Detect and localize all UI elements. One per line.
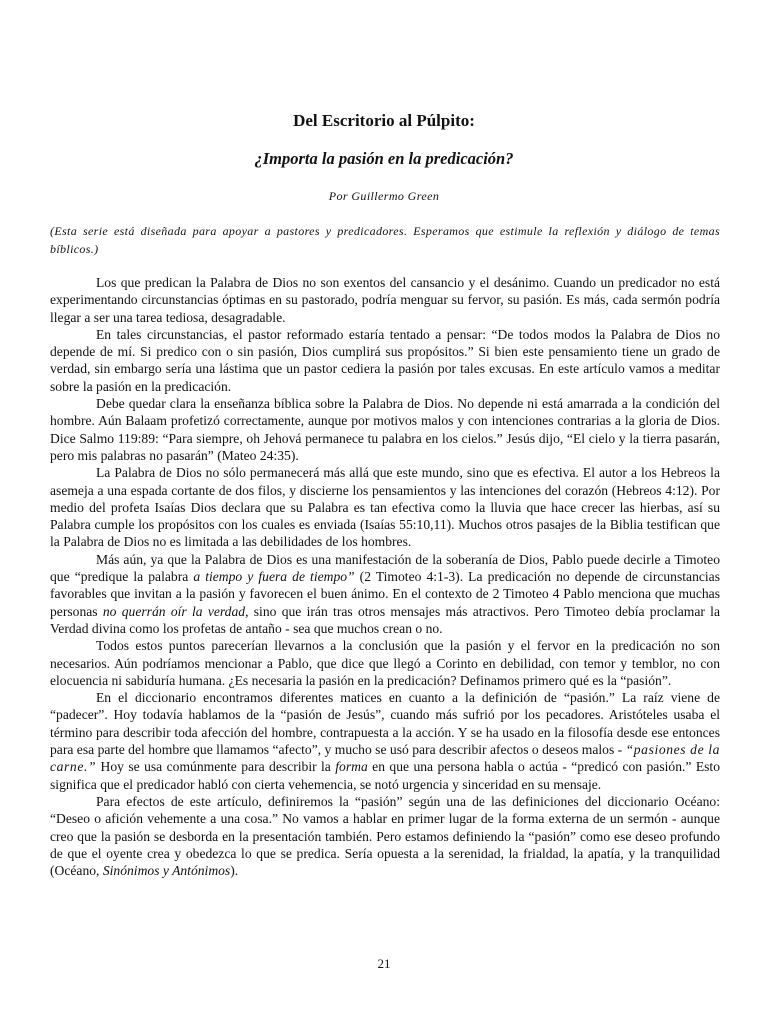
series-note: (Esta serie está diseñada para apoyar a pastores y predicadores. Esperamos que estimule la reflexión y diálogo de temas bíblicos.) xyxy=(50,224,720,256)
paragraph-text: En el diccionario encontramos diferentes matices en cuanto a la definición de “pasión.” La raíz viene de “padecer”. Hoy todavía hablamos de la “pasión de Jesús”, cuando más sufrió por los pecadores. Aristóteles usaba el término para describir toda afección del hombre, contrapuesta a la acción. Y se ha usado en la filosofía desde ese entonces para esa parte del hombre que llamamos “afecto”, y mucho se usó para describir afectos o deseos malos - xyxy=(50,690,720,758)
article-paragraph xyxy=(50,689,720,793)
paragraph-text: Los que predican la Palabra de Dios no son exentos del cansancio y el desánimo. Cuando un predicador no está experimentando circunstancias óptimas en su pastorado, podría menguar su fervor, su pasión. Es más, cada sermón podría llegar a ser una tarea tediosa, desagradable. xyxy=(50,275,720,325)
paragraph-text: , sino que irán tras otros mensajes más atractivos. Pero Timoteo debía proclamar la Verdad divina como los profetas de antaño - sea que muchos crean o no. xyxy=(50,603,720,636)
page-subtitle: ¿Importa la pasión en la predicación? xyxy=(254,149,514,168)
article-paragraph xyxy=(50,637,720,689)
article-body xyxy=(50,274,720,879)
paragraph-text: ). xyxy=(230,863,239,879)
article-paragraph xyxy=(50,464,720,550)
paragraph-text: Todos estos puntos parecerían llevarnos a la conclusión que la pasión y el fervor en la predicación no son necesarios. Aún podríamos mencionar a Pablo, que dice que llegó a Corinto en debilidad, con temor y temblor, no con elocuencia ni sabiduría humana. ¿Es necesaria la pasión en la predicación? Definamos primero qué es la “pasión”. xyxy=(50,638,720,688)
paragraph-text: Debe quedar clara la enseñanza bíblica sobre la Palabra de Dios. No depende ni está amarrada a la condición del hombre. Aún Balaam profetizó correctamente, aunque por motivos malos y con intenciones contrarias a la gloria de Dios. Dice Salmo 119:89: “Para siempre, oh Jehová permanece tu palabra en los cielos.” Jesús dijo, “El cielo y la tierra pasarán, pero mis palabras no pasarán” (Mateo 24:35). xyxy=(50,396,720,463)
article-paragraph xyxy=(50,274,720,326)
paragraph-text: en que una persona habla o actúa - “predicó con pasión.” Esto significa que el predicador habló con cierta vehemencia, se notó urgencia y sinceridad en su mensaje. xyxy=(50,759,721,792)
paragraph-text: La Palabra de Dios no sólo permanecerá más allá que este mundo, sino que es efectiva. El autor a los Hebreos la asemeja a una espada cortante de dos filos, y discierne los pensamientos y las intenciones del corazón (Hebreos 4:12). Por medio del profeta Isaías Dios declara que su Palabra es tan efectiva como la lluvia que hace crecer las hierbas, así su Palabra cumple los propósitos con los cuales es enviada (Isaías 55:10,11). Muchos otros pasajes de la Biblia testifican que la Palabra de Dios no es limitada a las debilidades de los hombres. xyxy=(50,465,720,550)
emphasized-text: no querrán oír la verdad xyxy=(102,603,246,619)
paragraph-text: Para efectos de este artículo, definiremos la “pasión” según una de las definiciones del diccionario Océano: “Deseo o afición vehemente a una cosa.” No vamos a hablar en primer lugar de la forma externa de un sermón - aunque creo que la pasión se desborda en la presentación también. Pero estamos definiendo la “pasión” como ese deseo profundo de que el oyente crea y obedezca lo que se predica. Sería opuesta a la serenidad, la frialdad, la apatía, y la tranquilidad (Océano, xyxy=(50,793,720,879)
emphasized-text: forma xyxy=(335,759,368,775)
page-title: Del Escritorio al Púlpito: xyxy=(293,111,475,130)
paragraph-text: En tales circunstancias, el pastor reformado estaría tentado a pensar: “De todos modos la Palabra de Dios no depende de mí. Si predico con o sin pasión, Dios cumplirá sus propósitos.” Si bien este pensamiento tiene un grado de verdad, sin embargo sería una lástima que un pastor cediera la pasión por tales excusas. En este artículo vamos a meditar sobre la pasión en la predicación. xyxy=(50,326,720,394)
emphasized-text: Sinónimos y Antónimos xyxy=(102,863,231,879)
page-number: 21 xyxy=(377,956,391,971)
paragraph-text: Hoy se usa comúnmente para describir la xyxy=(96,759,336,775)
paragraph-text: Más aún, ya que la Palabra de Dios es una manifestación de la soberanía de Dios, Pablo puede decirle a Timoteo que “predique la palabra xyxy=(50,551,720,585)
article-paragraph xyxy=(50,395,720,464)
emphasized-text: a tiempo y fuera de tiempo” xyxy=(193,569,355,585)
paragraph-text: (2 Timoteo 4:1-3). La predicación no depende de circunstancias favorables que invitan a la pasión y favorecen el buen ánimo. En el contexto de 2 Timoteo 4 Pablo menciona que muchas personas xyxy=(50,569,720,619)
author-byline: Por Guillermo Green xyxy=(328,189,440,203)
article-paragraph xyxy=(50,551,720,637)
article-paragraph xyxy=(50,793,720,879)
emphasized-text: “pasiones de la carne.” xyxy=(50,742,721,775)
article-paragraph xyxy=(50,326,720,395)
